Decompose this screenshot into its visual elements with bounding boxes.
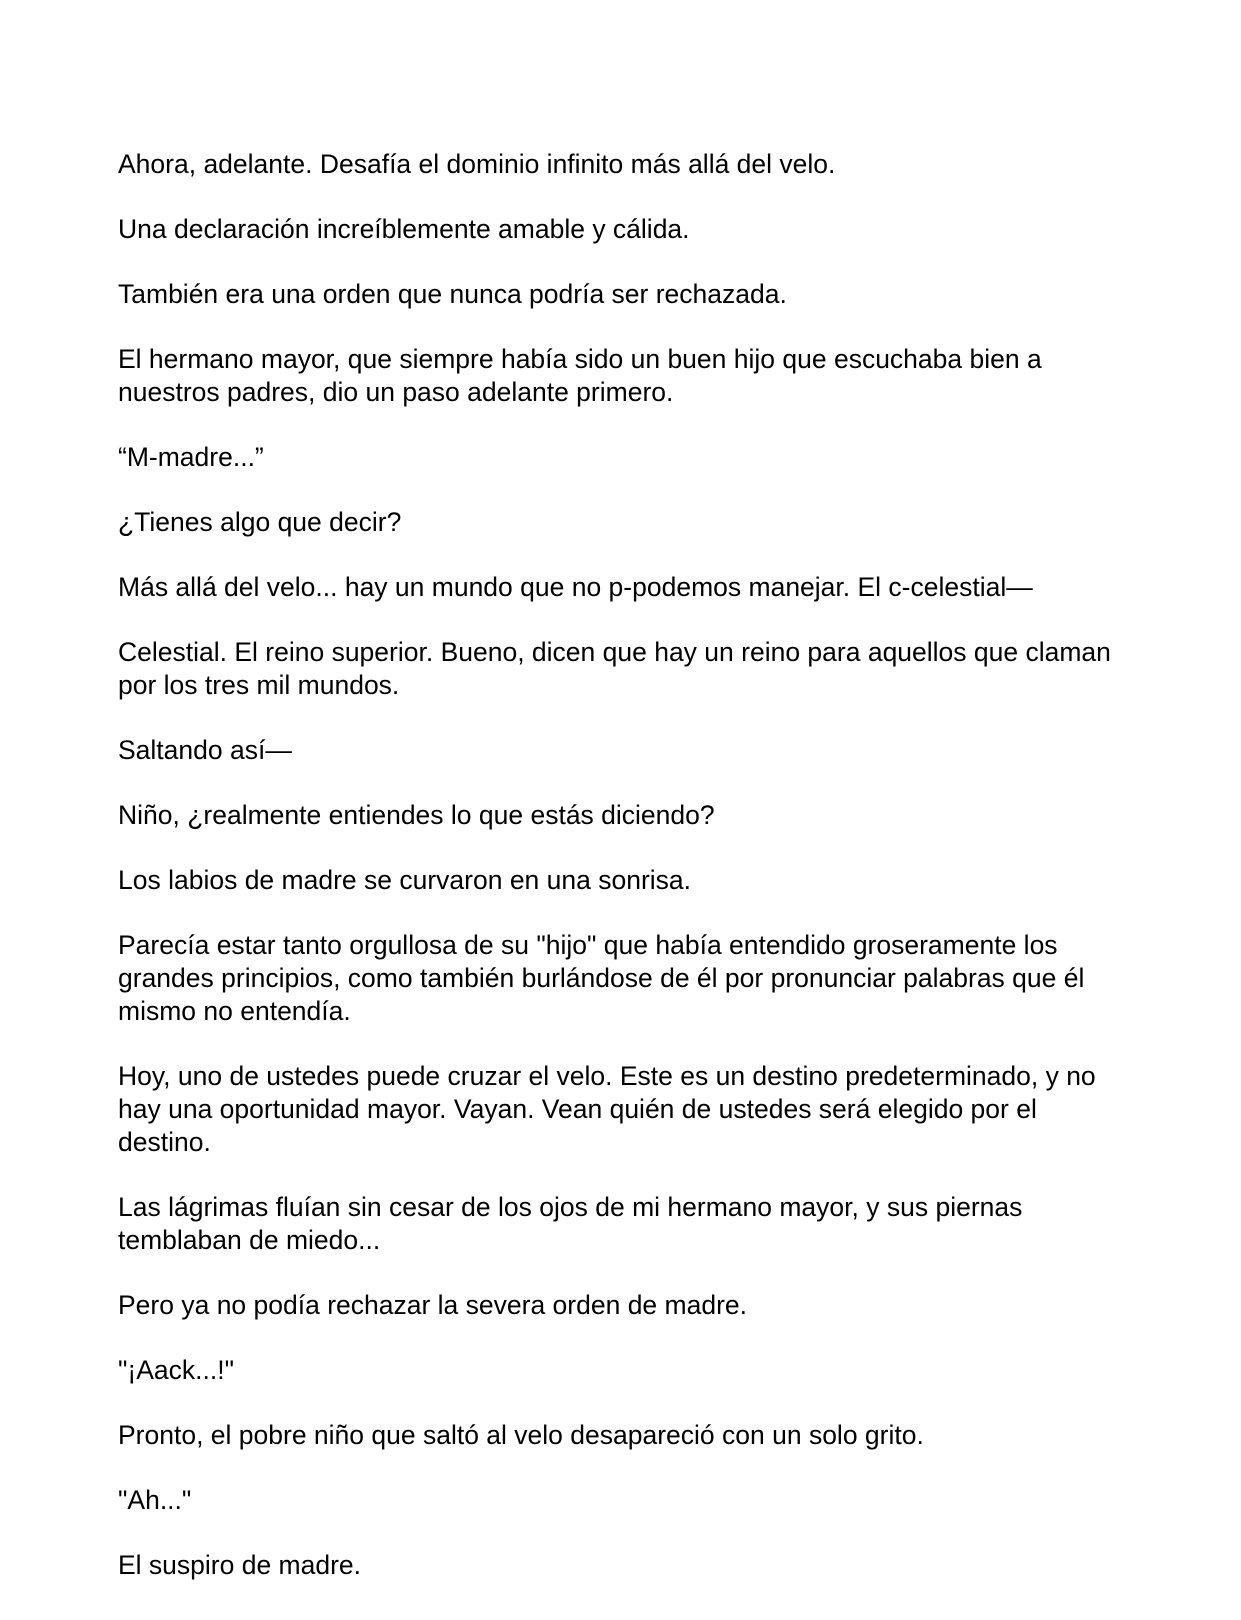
paragraph: Celestial. El reino superior. Bueno, dicen que hay un reino para aquellos que claman por los tres mil mundos. <box>118 637 1111 700</box>
paragraph: "Ah..." <box>118 1485 192 1515</box>
paragraph: El suspiro de madre. <box>118 1550 362 1580</box>
paragraph: Hoy, uno de ustedes puede cruzar el velo. Este es un destino predeterminado, y no hay una oportunidad mayor. Vayan. Vean quién de ustedes será elegido por el destino. <box>118 1061 1096 1157</box>
paragraph: También era una orden que nunca podría ser rechazada. <box>118 279 787 309</box>
paragraph: "¡Aack...!" <box>118 1355 235 1385</box>
paragraph: Más allá del velo... hay un mundo que no p-podemos manejar. El c-celestial— <box>118 572 1033 602</box>
paragraph: El hermano mayor, que siempre había sido un buen hijo que escuchaba bien a nuestros padres, dio un paso adelante primero. <box>118 344 1042 407</box>
document-body <box>118 148 1123 1614</box>
paragraph: Pronto, el pobre niño que saltó al velo desapareció con un solo grito. <box>118 1420 924 1450</box>
paragraph: Ahora, adelante. Desafía el dominio infinito más allá del velo. <box>118 149 836 179</box>
paragraph: Las lágrimas fluían sin cesar de los ojos de mi hermano mayor, y sus piernas temblaban de miedo... <box>118 1192 1023 1255</box>
paragraph: ¿Tienes algo que decir? <box>118 507 402 537</box>
paragraph: “M-madre...” <box>118 442 264 472</box>
paragraph: Niño, ¿realmente entiendes lo que estás diciendo? <box>118 800 715 830</box>
paragraph: Los labios de madre se curvaron en una sonrisa. <box>118 865 692 895</box>
paragraph: Saltando así— <box>118 735 292 765</box>
paragraph: Parecía estar tanto orgullosa de su "hijo" que había entendido groseramente los grandes principios, como también burlándose de él por pronunciar palabras que él mismo no entendía. <box>118 930 1085 1026</box>
paragraph: Pero ya no podía rechazar la severa orden de madre. <box>118 1290 748 1320</box>
paragraph: Una declaración increíblemente amable y cálida. <box>118 214 690 244</box>
